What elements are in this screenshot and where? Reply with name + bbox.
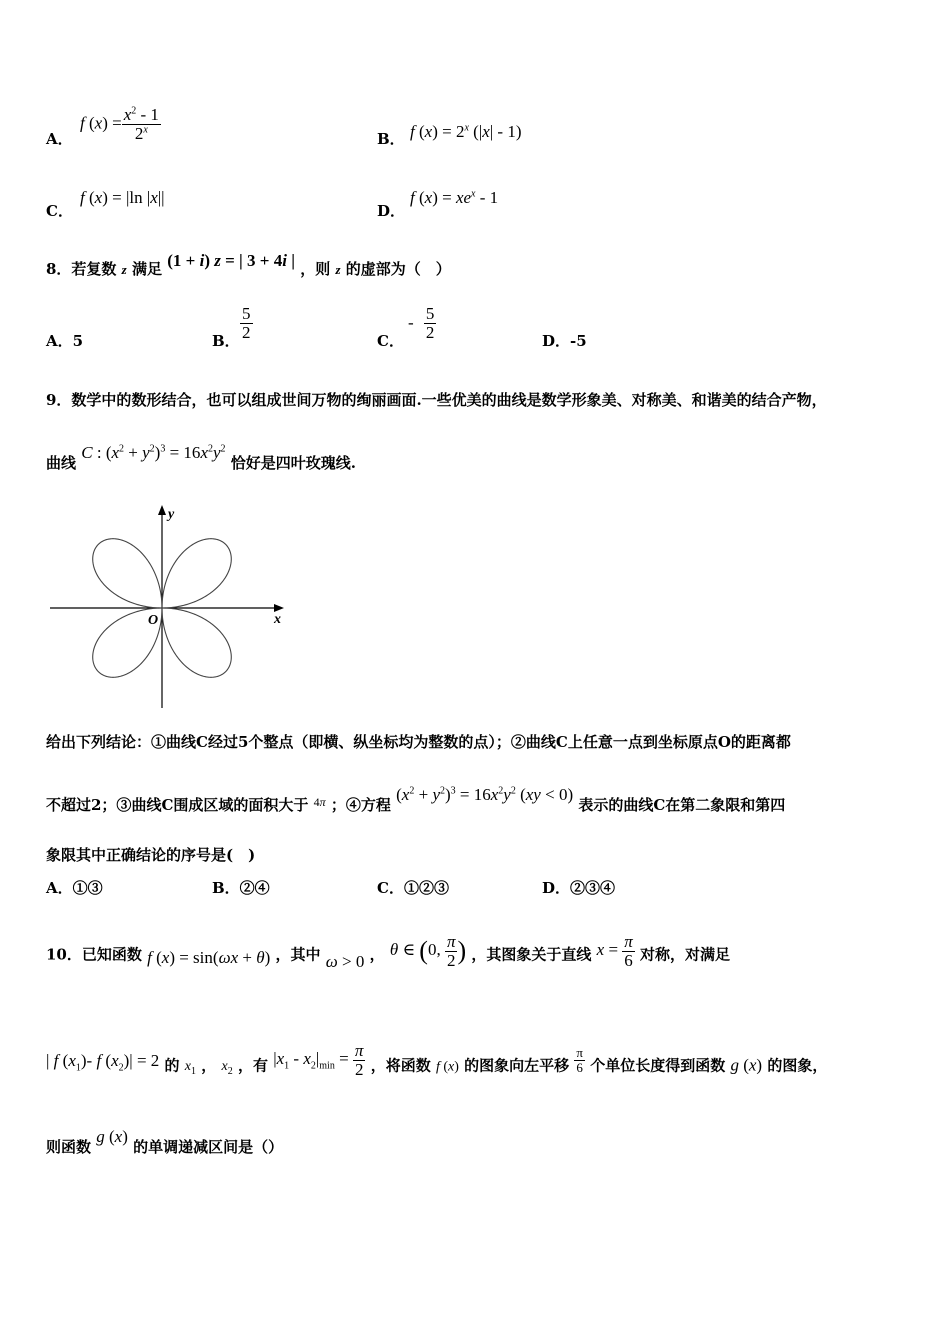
q7-option-c-formula: f (x) = |ln |x|| xyxy=(80,188,165,207)
q9-option-b: B．②④ xyxy=(212,879,270,897)
q8-option-b-label: B． xyxy=(212,332,240,350)
q9-line3: 给出下列结论：①曲线C经过5个整点（即横、纵坐标均为整数的点）；②曲线C上任意一点到坐标原点O的距离都 xyxy=(46,733,791,751)
q9-line1: 9．数学中的数形结合，也可以组成世间万物的绚丽画面.一些优美的曲线是数学形象美、对称美、和谐美的结合产物， xyxy=(46,391,827,409)
q9-option-d: D．②③④ xyxy=(542,879,616,897)
q7-option-d-formula: f $(x) = xe^x - 1$ xyxy=(410,188,499,207)
y-axis-arrow xyxy=(158,505,166,515)
q9-option-c: C．①②③ xyxy=(377,879,449,897)
q9-option-a: A．①③ xyxy=(46,879,103,897)
x-axis-arrow xyxy=(274,604,284,612)
q10-line2: | f $(x_1)-$ f $(x_2)| = 2$ 的 $x_1$ ， $x_2$ ，有 $|x_1 - x_2|_{min}$ = $\frac{\pi}{2}$ ，将函数 f (x) 的图象向左平移 $\frac{\pi}{6}$ 个单位长度得到函数 g (x) 的图象， xyxy=(46,1041,828,1079)
q8-option-c-frac: - $\frac{5}{2}$ xyxy=(408,304,435,342)
q7-option-b-formula: f $(x) = 2^x$ (|x| - 1) xyxy=(410,122,522,141)
q9-line5: 象限其中正确结论的序号是( ) xyxy=(46,846,256,864)
q8-option-a: A．5 xyxy=(46,332,84,350)
q9-line4: 不超过2；③曲线C围成区域的面积大于 $^{4\pi}$ ；④方程 $(x^2 + y^2)^3 = 16x^2y^2$ (xy < 0) 表示的曲线C在第二象限和第四 xyxy=(46,785,786,814)
y-axis-label: y xyxy=(168,507,175,522)
q10-line1: 10．已知函数 f (x) = sin(ωx + θ) ，其中 ω > 0 ， θ ∈ (0, $\frac{\pi}{2}$ ) ，其图象关于直线 x = $\frac{\pi}{6}$ 对称，对满足 xyxy=(46,932,731,972)
q8-condition: (1 + i) z = | 3 + 4i | xyxy=(167,251,295,270)
q7-option-d-label: D． xyxy=(377,202,406,220)
q7-option-a-formula: f (x) = $\frac{x^2 - 1}{2^x}$ xyxy=(80,105,159,143)
q8-option-d: D．-5 xyxy=(542,332,587,350)
q10-line3: 则函数 g (x) 的单调递减区间是（） xyxy=(46,1127,284,1156)
rose-curve-graph xyxy=(44,500,294,712)
q9-line2: 曲线 C : $(x^2 + y^2)^3 = 16x^2y^2$ 恰好是四叶玫瑰线. xyxy=(46,443,356,472)
q7-option-b-label: B． xyxy=(377,130,405,148)
q7-option-c-label: C． xyxy=(46,202,73,220)
origin-label: O xyxy=(148,613,159,628)
q7-option-a-label: A． xyxy=(46,130,73,148)
q8-option-c-label: C． xyxy=(377,332,404,350)
x-axis-label: x xyxy=(274,612,281,627)
q8-stem: 8．若复数 z 满足 (1 + i) z = | 3 + 4i | ，则 z 的虚部为（ ） xyxy=(46,251,451,278)
q8-option-b-frac: $\frac{5}{2}$ xyxy=(242,304,251,342)
